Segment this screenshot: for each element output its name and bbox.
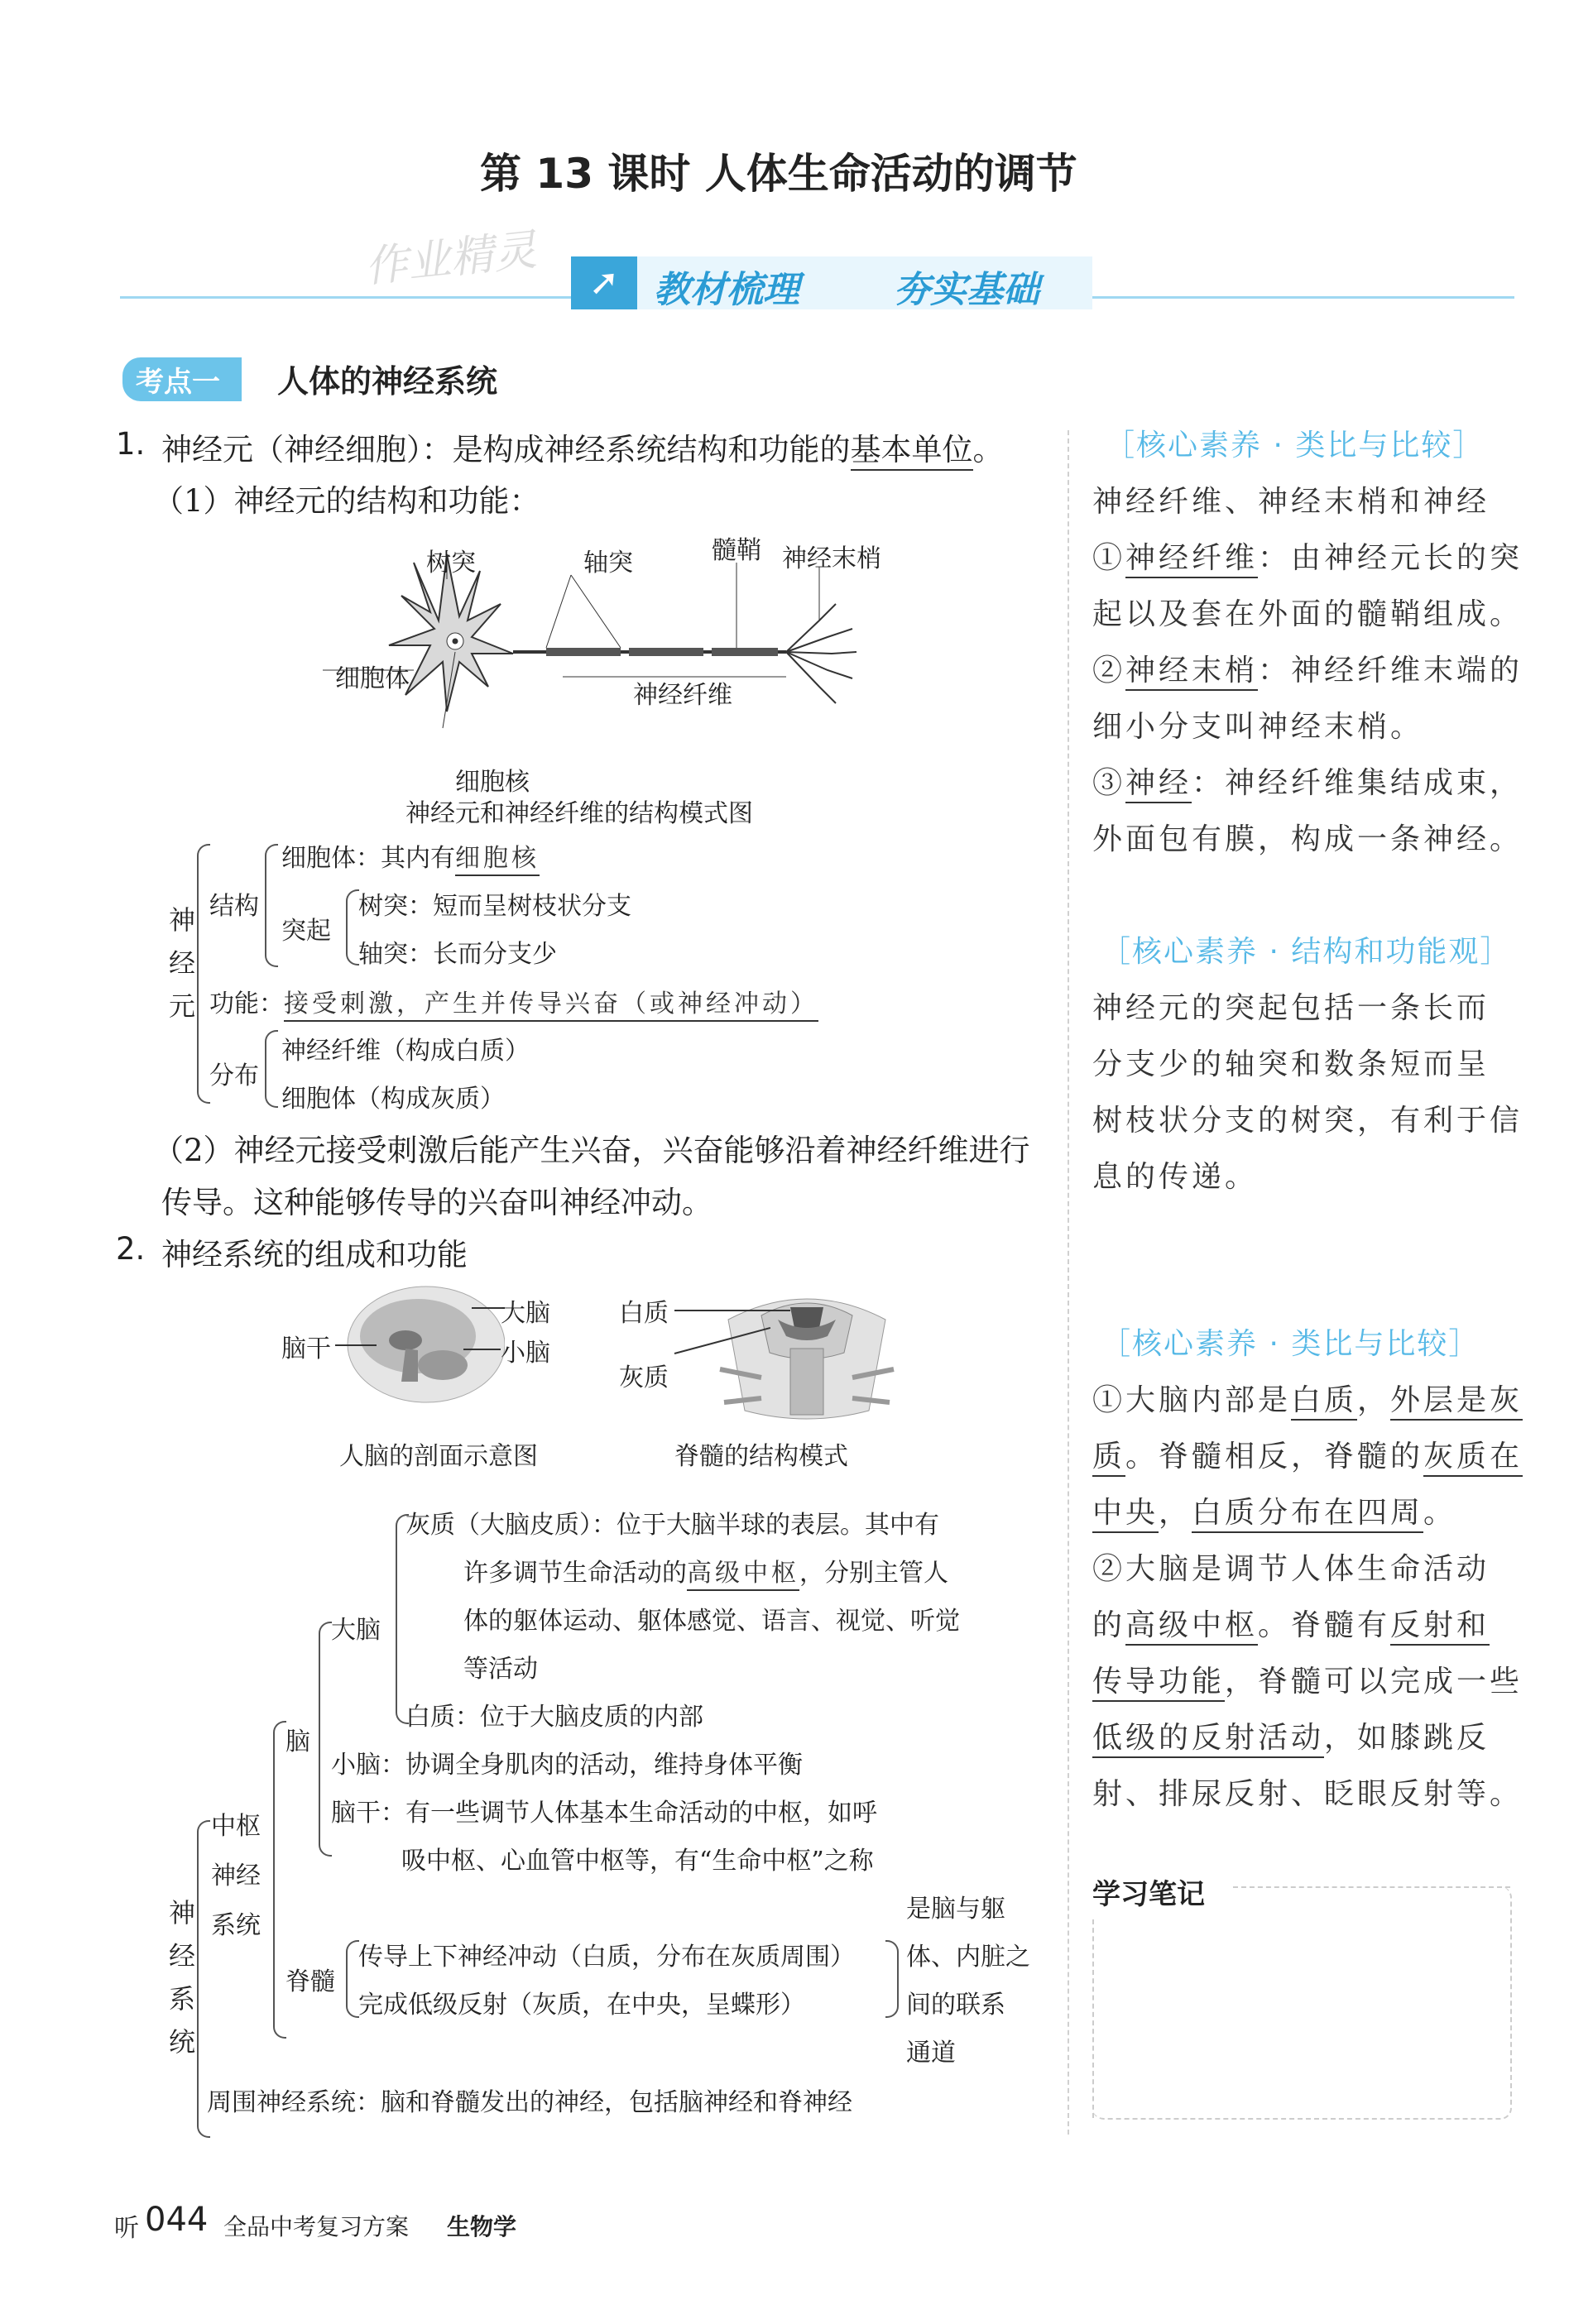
tree2-cerebrum: 大脑 (331, 1616, 381, 1645)
tree1-dist2: 细胞体（构成灰质） (281, 1085, 505, 1114)
side2-l2: 分支少的轴突和数条短而呈 (1092, 1047, 1490, 1081)
tree1-brace-root (197, 844, 210, 1104)
tree2-link3: 间的联系 (906, 1991, 1005, 2020)
tree1-struct: 结构 (209, 892, 259, 921)
item1-sub2-line1: （2）神经元接受刺激后能产生兴奋，兴奋能够沿着神经纤维进行 (153, 1133, 1030, 1168)
side1-l6 (1092, 759, 1523, 802)
side2-l3: 树枝状分支的树突，有利于信 (1092, 1104, 1523, 1138)
side3-l3c: 。 (1423, 1496, 1457, 1530)
side1-l6-ul: 神经 (1125, 766, 1192, 803)
side3-l5-ul2: 反射和 (1390, 1608, 1490, 1646)
banner-right: 夯实基础 (894, 269, 1039, 311)
tree2-peripheral: 周围神经系统：脑和脊髓发出的神经，包括脑神经和脊神经 (207, 2088, 852, 2117)
side1-heading: ［核心素养 · 类比与比较］ (1105, 429, 1485, 462)
tree2-brace-spine (346, 1940, 359, 2018)
tree2-stem2: 吸中枢、心血管中枢等，有“生命中枢”之称 (401, 1847, 874, 1876)
tree2-spine1: 传导上下神经冲动（白质，分布在灰质周围） (358, 1943, 855, 1972)
brain-pointer-line2 (463, 1349, 501, 1350)
notes-box[interactable] (1092, 1886, 1512, 2120)
tree1-func (209, 983, 818, 1019)
side3-l3-ul2: 白质分布在四周 (1192, 1496, 1423, 1533)
tree1-cellbody-text: 细胞体：其内有 (281, 844, 455, 873)
side1-l2a: ① (1092, 541, 1126, 575)
notes-box-left (1092, 1919, 1094, 2118)
item2-heading: 神经系统的组成和功能 (161, 1237, 468, 1272)
label-axon: 轴突 (583, 549, 633, 577)
lesson-title: 第 13 课时 人体生命活动的调节 (480, 150, 1077, 198)
footer-listen: 听 (114, 2214, 139, 2243)
side3-l6 (1092, 1658, 1523, 1700)
side3-l1b: ， (1357, 1383, 1391, 1417)
side1-l7: 外面包有膜，构成一条神经。 (1092, 822, 1523, 856)
side3-l4: ②大脑是调节人体生命活动 (1092, 1552, 1490, 1586)
side3-l7b: ，如膝跳反 (1324, 1721, 1490, 1755)
side1-l6a: ③ (1092, 766, 1126, 800)
side3-l5b: 。脊髓有 (1258, 1608, 1391, 1642)
tree2-central: 中枢神经系统 (211, 1812, 261, 1940)
tree2-rbrace-spine (885, 1940, 899, 2018)
notes-box-top (1233, 1886, 1510, 1888)
tree2-spine: 脊髓 (285, 1967, 335, 1996)
side1-l4a: ② (1092, 654, 1126, 688)
footer-subject: 生物学 (447, 2213, 517, 2240)
side1-l4b: ：神经纤维末端的 (1258, 654, 1523, 688)
tree2-link1: 是脑与躯 (906, 1895, 1005, 1924)
tree2-cerebellum: 小脑：协调全身肌肉的活动，维持身体平衡 (331, 1751, 803, 1780)
spine-label-gray: 灰质 (619, 1363, 669, 1392)
side3-l2b: 。脊髓相反，脊髓的 (1125, 1440, 1424, 1473)
brain-pointer-lines (472, 1307, 505, 1309)
banner (571, 256, 1092, 309)
side1-l3: 起以及套在外面的髓鞘组成。 (1092, 597, 1523, 631)
item2-number: 2. (116, 1231, 146, 1267)
footer-book: 全品中考复习方案 (223, 2213, 410, 2240)
tree1-root: 神经元 (165, 906, 196, 1035)
side3-l1-ul1: 白质 (1291, 1383, 1357, 1421)
label-nucleus: 细胞核 (455, 768, 530, 797)
tree2-gray2b: ，分别主管人 (799, 1559, 948, 1588)
side3-l2-ul: 质 (1092, 1440, 1125, 1477)
tree1-brace-struct (265, 844, 278, 967)
tree1-cellbody-ul: 细胞核 (455, 844, 540, 876)
side2-l1: 神经元的突起包括一条长而 (1092, 991, 1490, 1025)
tree1-func-ul: 接受刺激，产生并传导兴奋（或神经冲动） (284, 989, 818, 1022)
tree1-process: 突起 (281, 917, 331, 946)
tree1-brace-process (346, 889, 359, 966)
label-fiber: 神经纤维 (633, 681, 732, 710)
side3-l3b: ， (1159, 1496, 1192, 1530)
spine-diagram (712, 1287, 902, 1423)
side3-l1 (1092, 1377, 1523, 1419)
tree2-brace-cerebrum (396, 1514, 409, 1724)
side3-l8: 射、排尿反射、眨眼反射等。 (1092, 1777, 1523, 1811)
brain-label-cerebrum: 大脑 (501, 1299, 550, 1328)
side1-l2b: ：由神经元长的突 (1258, 541, 1523, 575)
label-terminal: 神经末梢 (782, 544, 881, 573)
side1-l1: 神经纤维、神经末梢和神经 (1092, 485, 1490, 519)
item1-head-underlined: 基本单位 (851, 432, 973, 471)
neuron-caption: 神经元和神经纤维的结构模式图 (405, 799, 753, 828)
watermark: 作业精灵 (362, 225, 540, 293)
side3-l6-ul: 传导功能 (1092, 1665, 1225, 1702)
side2-heading: ［核心素养 · 结构和功能观］ (1101, 935, 1512, 969)
section-badge: 考点一 (122, 357, 242, 401)
banner-left: 教材梳理 (654, 269, 799, 311)
tree2-white: 白质：位于大脑皮质的内部 (405, 1703, 703, 1732)
tree2-root: 神经系统 (165, 1899, 196, 2071)
side1-l2-ul: 神经纤维 (1125, 541, 1258, 578)
side3-l2 (1092, 1433, 1523, 1475)
brain-pointer-line3 (335, 1344, 377, 1346)
footer-page-number: 044 (145, 2201, 209, 2239)
spine-pointer-white (674, 1310, 790, 1311)
nerve-terminal (786, 604, 856, 703)
item1-sub1: （1）神经元的结构和功能： (153, 483, 540, 519)
side3-l1a: ①大脑内部是 (1092, 1383, 1292, 1417)
label-dendrite: 树突 (426, 549, 476, 577)
item1-heading (161, 424, 1004, 469)
side1-l4-ul: 神经末梢 (1125, 654, 1258, 691)
side3-l2-ul2: 灰质在 (1423, 1440, 1523, 1477)
side1-l4 (1092, 647, 1523, 689)
side1-l6b: ：神经纤维集结成束， (1192, 766, 1523, 800)
side3-l6b: ，脊髓可以完成一些 (1225, 1665, 1523, 1699)
side3-l5-ul: 高级中枢 (1125, 1608, 1258, 1646)
brain-caption: 人脑的剖面示意图 (339, 1442, 538, 1471)
side3-heading: ［核心素养 · 类比与比较］ (1101, 1327, 1480, 1361)
tree2-brace-brain (319, 1622, 332, 1857)
tree1-dendrite: 树突：短而呈树枝状分支 (358, 892, 631, 921)
tree2-spine2: 完成低级反射（灰质，在中央，呈蝶形） (358, 1991, 805, 2020)
tree2-brain: 脑 (285, 1727, 310, 1756)
brain-label-cerebellum: 小脑 (501, 1339, 550, 1368)
tree2-link2: 体、内脏之 (906, 1943, 1030, 1972)
tree2-gray3: 体的躯体运动、躯体感觉、语言、视觉、听觉 (463, 1607, 960, 1636)
side3-l5 (1092, 1602, 1490, 1644)
side3-l3-ul: 中央 (1092, 1496, 1159, 1533)
column-divider (1068, 430, 1069, 2135)
tree1-func-label: 功能： (209, 989, 284, 1018)
label-cell-body: 细胞体 (335, 664, 410, 693)
spine-label-white: 白质 (619, 1299, 669, 1328)
tree1-dist: 分布 (209, 1061, 259, 1090)
spine-caption: 脊髓的结构模式 (674, 1442, 848, 1471)
item1-head-end: 。 (972, 432, 1004, 467)
item1-head-text: 神经元（神经细胞）：是构成神经系统结构和功能的 (161, 432, 851, 467)
tree2-brace-central (273, 1721, 286, 2039)
tree1-axon: 轴突：长而分支少 (358, 940, 557, 969)
tree2-gray4: 等活动 (463, 1655, 538, 1684)
tree2-link4: 通道 (906, 2039, 956, 2068)
arrow-icon: ➚ (571, 256, 637, 309)
side1-l5: 细小分支叫神经末梢。 (1092, 710, 1424, 744)
side2-l4: 息的传递。 (1092, 1160, 1259, 1194)
item1-number: 1. (116, 426, 146, 462)
side3-l5a: 的 (1092, 1608, 1126, 1642)
notes-label: 学习笔记 (1092, 1878, 1205, 1911)
side3-l1-ul2: 外层是灰 (1390, 1383, 1523, 1421)
tree1-cellbody (281, 837, 540, 874)
tree2-stem1: 脑干：有一些调节人体基本生命活动的中枢，如呼 (331, 1799, 877, 1828)
brain-label-stem: 脑干 (281, 1335, 331, 1363)
tree2-gray2a: 许多调节生命活动的 (463, 1559, 687, 1588)
section-title: 人体的神经系统 (277, 363, 498, 400)
side3-l3 (1092, 1489, 1456, 1531)
tree2-gray2 (463, 1552, 948, 1588)
tree2-gray2-ul: 高级中枢 (687, 1559, 799, 1591)
side3-l7 (1092, 1714, 1490, 1756)
label-myelin: 髓鞘 (712, 536, 761, 565)
side3-l7-ul: 低级的反射活动 (1092, 1721, 1324, 1758)
item1-sub2-line2: 传导。这种能够传导的兴奋叫神经冲动。 (161, 1185, 713, 1220)
tree1-brace-dist (265, 1030, 278, 1108)
tree2-gray1: 灰质（大脑皮质）：位于大脑半球的表层。其中有 (405, 1511, 939, 1540)
side1-l2 (1092, 534, 1523, 577)
tree1-dist1: 神经纤维（构成白质） (281, 1037, 530, 1066)
